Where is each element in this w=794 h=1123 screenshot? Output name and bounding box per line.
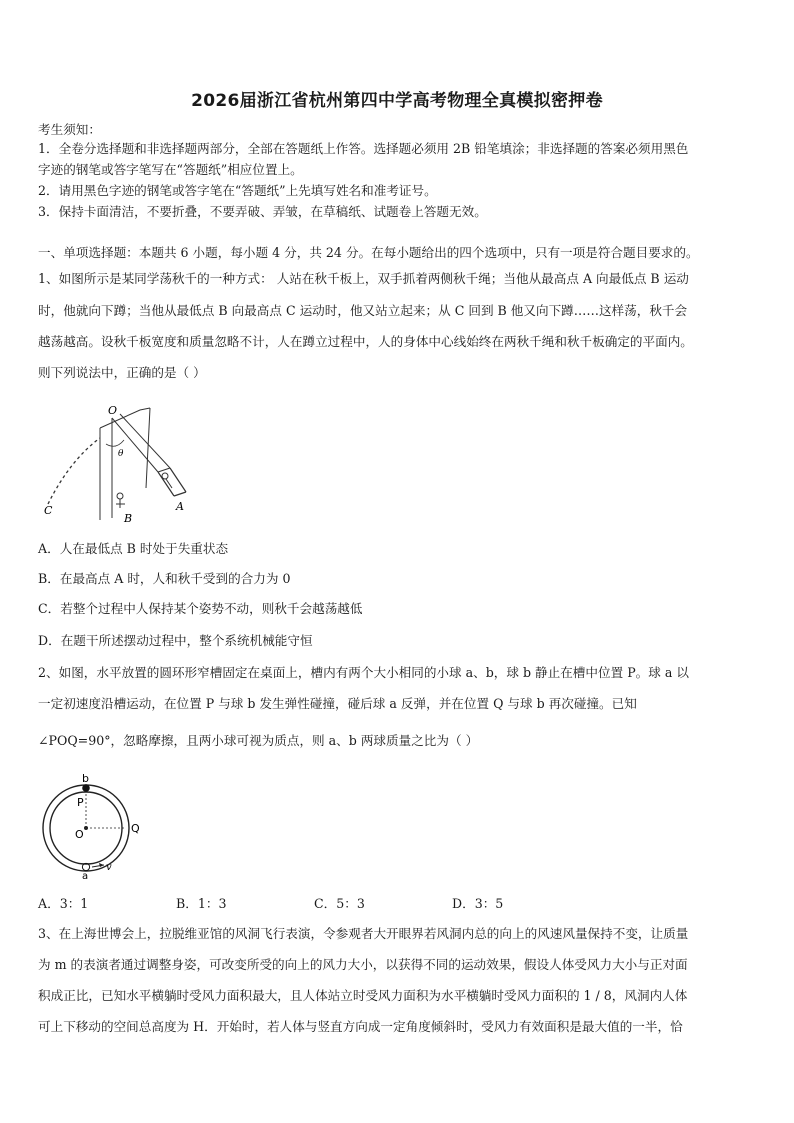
q1-option-c: C．若整个过程中人保持某个姿势不动，则秋千会越荡越低 — [38, 601, 363, 616]
label-q: Q — [131, 822, 140, 835]
q2-text-line: ∠POQ=90°，忽略摩擦，且两小球可视为质点，则 a、b 两球质量之比为（ ） — [38, 733, 479, 748]
q3-text-line: 为 m 的表演者通过调整身姿，可改变所受的向上的风力大小，以获得不同的运动效果，假设人体受风力大小与正对面 — [38, 957, 688, 972]
notice-line: 1．全卷分选择题和非选择题两部分，全部在答题纸上作答。选择题必须用 2B 铅笔填涂；非选择题的答案必须用黑色 — [38, 141, 689, 156]
label-a: a — [82, 871, 89, 882]
label-b: b — [82, 772, 89, 785]
q3-text-line: 可上下移动的空间总高度为 H．开始时，若人体与竖直方向成一定角度倾斜时，受风力有效面积是最大值的一半，恰 — [38, 1019, 683, 1034]
label-o: O — [108, 404, 118, 417]
page-title: 2026届浙江省杭州第四中学高考物理全真模拟密押卷 — [191, 91, 603, 111]
q1-text-line: 越荡越高。设秋千板宽度和质量忽略不计，人在蹲立过程中，人的身体中心线始终在两秋千绳和秋千板确定的平面内。 — [38, 334, 693, 349]
label-a: A — [176, 500, 184, 513]
notice-heading: 考生须知： — [38, 122, 101, 137]
label-o: O — [75, 828, 84, 841]
q1-option-d: D．在题干所述摆动过程中，整个系统机械能守恒 — [38, 633, 313, 648]
q3-text-line: 积成正比，已知水平横躺时受风力面积最大，且人体站立时受风力面积为水平横躺时受风力面积的 1 / 8，风洞内人体 — [38, 988, 688, 1003]
section-heading: 一、单项选择题：本题共 6 小题，每小题 4 分，共 24 分。在每小题给出的四个选项中，只有一项是符合题目要求的。 — [38, 245, 699, 260]
label-c: C — [44, 504, 53, 517]
swing-figure — [40, 400, 200, 525]
q2-option-c: C．5：3 — [314, 896, 365, 911]
q2-text-line: 2、如图，水平放置的圆环形窄槽固定在桌面上，槽内有两个大小相同的小球 a、b，球 b 静止在槽中位置 P。球 a 以 — [38, 665, 689, 680]
ring-figure — [40, 770, 150, 880]
label-p: P — [77, 796, 84, 809]
q1-option-b: B．在最高点 A 时，人和秋千受到的合力为 0 — [38, 571, 291, 586]
q1-text-line: 1、如图所示是某同学荡秋千的一种方式： 人站在秋千板上，双手抓着两侧秋千绳；当他从最高点 A 向最低点 B 运动 — [38, 271, 689, 286]
notice-line: 2．请用黑色字迹的钢笔或答字笔在“答题纸”上先填写姓名和准考证号。 — [38, 183, 437, 198]
q1-text-line: 时，他就向下蹲；当他从最低点 B 向最高点 C 运动时，他又站立起来；从 C 回到 B 他又向下蹲……这样荡，秋千会 — [38, 303, 688, 318]
ball-b — [82, 784, 90, 792]
q2-option-d: D．3：5 — [452, 896, 504, 911]
label-v: v — [106, 862, 112, 873]
q2-option-a: A．3：1 — [38, 896, 89, 911]
q3-text-line: 3、在上海世博会上，拉脱维亚馆的风洞飞行表演，令参观者大开眼界若风洞内总的向上的风速风量保持不变，让质量 — [38, 926, 689, 941]
q2-text-line: 一定初速度沿槽运动，在位置 P 与球 b 发生弹性碰撞，碰后球 a 反弹，并在位置 Q 与球 b 再次碰撞。已知 — [38, 696, 637, 711]
q1-option-a: A．人在最低点 B 时处于失重状态 — [38, 541, 229, 556]
notice-line: 字迹的钢笔或答字笔写在“答题纸”相应位置上。 — [38, 162, 303, 177]
q2-option-b: B．1：3 — [176, 896, 227, 911]
label-theta: θ — [118, 449, 124, 459]
q1-text-line: 则下列说法中，正确的是（ ） — [38, 365, 206, 380]
label-b: B — [124, 512, 133, 525]
notice-line: 3．保持卡面清洁，不要折叠，不要弄破、弄皱，在草稿纸、试题卷上答题无效。 — [38, 204, 487, 219]
